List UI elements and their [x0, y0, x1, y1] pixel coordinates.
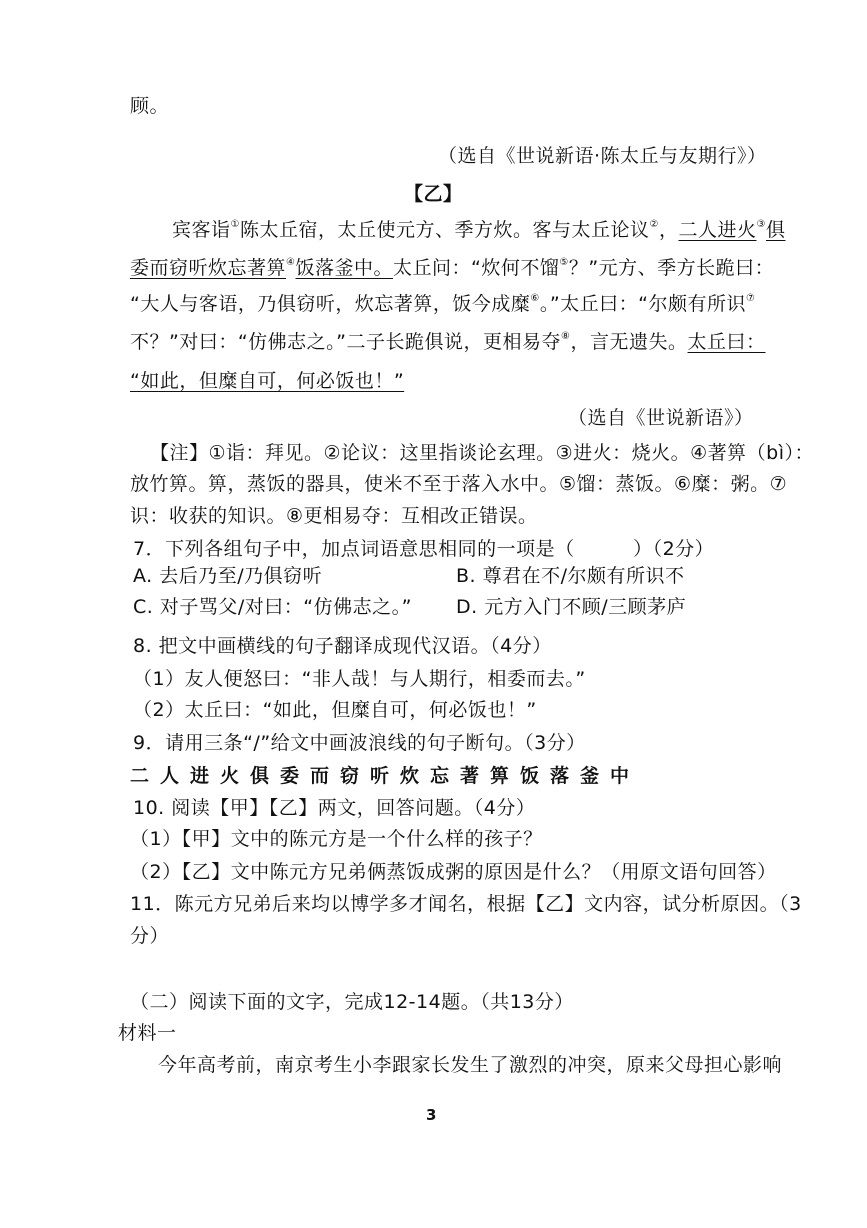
question-9: 9．请用三条“/”给文中画波浪线的句子断句。（3分）	[133, 732, 586, 754]
material-1-label: 材料一	[118, 1022, 177, 1044]
section-2-heading: （二）阅读下面的文字，完成12-14题。（共13分）	[130, 991, 574, 1013]
text: “大人与客语，乃俱窃听，炊忘著箅，饭今成糜	[130, 293, 531, 315]
question-11-cont: 分）	[130, 925, 170, 947]
underlined-text: 俱	[765, 219, 786, 241]
question-11: 11．陈元方兄弟后来均以博学多才闻名，根据【乙】文内容，试分析原因。（3	[130, 893, 802, 915]
passage-line-1	[172, 217, 785, 243]
footnote-marker: ⑧	[561, 331, 571, 342]
question-9-sentence: 二人进火俱委而窃听炊忘著箅饭落釜中	[130, 765, 641, 787]
underlined-text: 太丘曰：	[687, 331, 766, 353]
footnote-marker: ②	[649, 219, 659, 230]
question-10-2: （2）【乙】文中陈元方兄弟俩蒸饭成粥的原因是什么？（用原文语句回答）	[130, 861, 777, 883]
footnote-marker: ⑤	[559, 257, 569, 268]
text: 陈太丘宿，太丘使元方、季方炊。客与太丘论议	[239, 219, 650, 241]
note-line-1: 【注】①诣：拜见。②论议：这里指谈论玄理。③进火：烧火。④著箅（bì）：	[150, 442, 814, 464]
option-7b: B. 尊君在不/尔颇有所识不	[456, 565, 685, 587]
text: 。”太丘曰：“尔颇有所识	[539, 293, 747, 315]
option-7c: C. 对子骂父/对曰：“仿佛志之。”	[133, 596, 412, 618]
question-10: 10. 阅读【甲】【乙】两文，回答问题。（4分）	[133, 797, 536, 819]
passage-line-4	[130, 329, 766, 355]
text-line: 顾。	[130, 95, 170, 117]
underlined-text: 委而窃听炊忘著箅	[130, 257, 287, 279]
footnote-marker: ⑦	[746, 293, 756, 304]
text: ，言无遗失。	[570, 331, 688, 353]
passage-line-2	[130, 255, 774, 281]
note-line-2: 放竹箅。箅，蒸饭的器具，使米不至于落入水中。⑤馏：蒸饭。⑥糜：粥。⑦	[130, 473, 788, 495]
passage-line-3	[130, 291, 755, 317]
question-8-2: （2）太丘曰：“如此，但糜自可，何必饭也！”	[133, 699, 537, 721]
passage-line-5: “如此，但糜自可，何必饭也！”	[130, 370, 405, 392]
section-title-yi: 【乙】	[404, 183, 463, 205]
option-7d: D. 元方入门不顾/三顾茅庐	[456, 596, 687, 618]
underlined-text: 饭落釜中。	[295, 257, 393, 279]
text: 宾客诣	[172, 219, 231, 241]
underlined-text: 二人进火	[678, 219, 757, 241]
question-10-1: （1）【甲】文中的陈元方是一个什么样的孩子？	[130, 828, 543, 850]
question-7: 7．下列各组句子中，加点词语意思相同的一项是（ ）（2分）	[133, 538, 715, 560]
material-1-text: 今年高考前，南京考生小李跟家长发生了激烈的冲突，原来父母担心影响	[158, 1054, 783, 1076]
source-citation-yi: （选自《世说新语》）	[568, 407, 754, 429]
text: ，	[658, 219, 679, 241]
text: 太丘问：“炊何不馏	[393, 257, 560, 279]
question-8: 8. 把文中画横线的句子翻译成现代汉语。（4分）	[133, 635, 552, 657]
source-citation-jia: （选自《世说新语·陈太丘与友期行》）	[438, 145, 767, 167]
text: 不？”对曰：“仿佛志之。”二子长跪俱说，更相易夺	[130, 331, 562, 353]
text: ？”元方、季方长跪曰：	[568, 257, 775, 279]
option-7a: A. 去后乃至/乃俱窃听	[133, 565, 323, 587]
footnote-marker: ④	[286, 257, 296, 268]
note-line-3: 识：收获的知识。⑧更相易夺：互相改正错误。	[130, 505, 538, 527]
footnote-marker: ③	[756, 219, 766, 230]
question-8-1: （1）友人便怒曰：“非人哉！与人期行，相委而去。”	[133, 668, 586, 690]
footnote-marker: ⑥	[530, 293, 540, 304]
footnote-marker: ①	[230, 219, 240, 230]
page-number: 3	[426, 1106, 437, 1124]
